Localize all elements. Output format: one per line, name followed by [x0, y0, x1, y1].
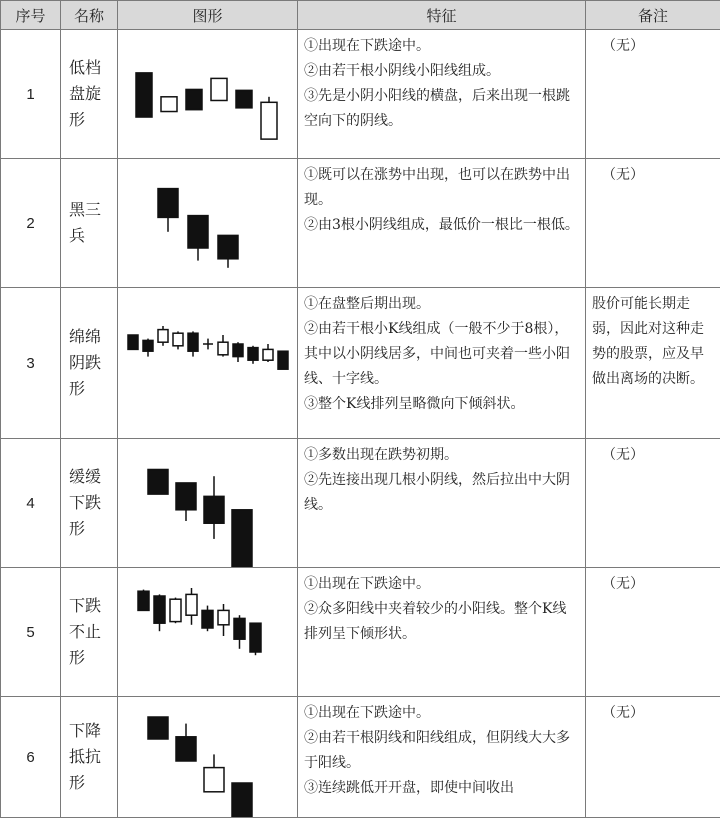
pattern-name-cell	[61, 30, 118, 159]
feature-item: ①多数出现在跌势初期。	[304, 443, 579, 468]
candlestick-figure	[118, 439, 298, 567]
candlestick-bear	[158, 189, 178, 232]
pattern-name-cell	[61, 697, 118, 818]
row-index: 1	[1, 30, 61, 159]
note-text: （无）	[592, 163, 714, 188]
candlestick-bear	[143, 339, 153, 357]
candlestick-bear	[218, 235, 238, 267]
candle-body	[232, 510, 252, 567]
candlestick-bull	[161, 97, 177, 112]
feature-item: ③整个K线排列呈略微向下倾斜状。	[304, 392, 579, 417]
header-notes: 备注	[586, 1, 720, 30]
candle-body	[128, 335, 138, 349]
features-cell	[298, 439, 586, 568]
candle-body	[170, 599, 181, 621]
pattern-name-cell	[61, 159, 118, 288]
pattern-figure-cell	[118, 30, 298, 159]
candlestick-bear	[188, 331, 198, 356]
candle-body	[278, 351, 288, 369]
candle-body	[233, 344, 243, 357]
feature-item: ②由若干根小K线组成（一般不少于8根），其中以小阴线居多，中间也可夹着一些小阳线、十字线。	[304, 317, 579, 392]
feature-item: ②由若干根阴线和阳线组成，但阴线大大多于阳线。	[304, 726, 579, 776]
note-text: （无）	[592, 572, 714, 597]
note-text: （无）	[592, 701, 714, 726]
candle-body	[143, 340, 153, 351]
candlestick-bear	[232, 510, 252, 567]
candle-body	[236, 90, 252, 107]
candlestick-bear	[186, 89, 202, 109]
pattern-figure-cell	[118, 288, 298, 439]
note-cell	[586, 568, 720, 697]
pattern-name-cell	[61, 439, 118, 568]
table-row	[1, 30, 720, 159]
table-row	[1, 288, 720, 439]
candle-body	[261, 102, 277, 139]
candle-body	[176, 737, 196, 761]
candlestick-figure	[118, 159, 298, 287]
candlestick-figure	[118, 568, 298, 696]
features-cell	[298, 697, 586, 818]
features-cell	[298, 288, 586, 439]
candlestick-bear	[233, 342, 243, 362]
features-cell	[298, 159, 586, 288]
candlestick-bear	[148, 469, 168, 494]
candlestick-bear	[232, 783, 252, 817]
feature-item: ②众多阳线中夹着较少的小阳线。整个K线排列呈下倾形状。	[304, 597, 579, 647]
candle-body	[234, 618, 245, 639]
feature-item: ②由3根小阴线组成，最低价一根比一根低。	[304, 213, 579, 238]
note-cell	[586, 697, 720, 818]
candle-body	[218, 610, 229, 624]
candlestick-bear	[234, 615, 245, 649]
table-row	[1, 697, 720, 818]
pattern-name-cell	[61, 288, 118, 439]
candlestick-bull	[263, 344, 273, 362]
candlestick-bear	[248, 346, 258, 364]
feature-item: ②由若干根小阴线小阳线组成。	[304, 59, 579, 84]
candle-body	[188, 216, 208, 248]
candle-body	[136, 73, 152, 117]
row-index: 4	[1, 439, 61, 568]
candlestick-figure	[118, 697, 298, 817]
candle-body	[188, 333, 198, 351]
candle-body	[158, 189, 178, 218]
candlestick-bear	[154, 594, 165, 631]
table-row	[1, 159, 720, 288]
pattern-name: 低档盘旋形	[69, 55, 109, 133]
candlestick-bear	[148, 717, 168, 739]
features-cell	[298, 568, 586, 697]
pattern-figure-cell	[118, 159, 298, 288]
candle-body	[204, 496, 224, 523]
candle-body	[173, 333, 183, 346]
candle-body	[232, 783, 252, 817]
candle-body	[218, 235, 238, 258]
candle-body	[218, 342, 228, 355]
candlestick-bull	[158, 326, 168, 346]
candlestick-bear	[188, 216, 208, 261]
note-cell	[586, 439, 720, 568]
header-figure: 图形	[118, 1, 298, 30]
candlestick-bull	[204, 754, 224, 791]
candlestick-bull	[218, 335, 228, 357]
feature-item: ①既可以在涨势中出现，也可以在跌势中出现。	[304, 163, 579, 213]
candle-body	[158, 330, 168, 343]
pattern-figure-cell	[118, 439, 298, 568]
note-text: 股价可能长期走弱，因此对这种走势的股票，应及早做出离场的决断。	[592, 292, 714, 392]
candlestick-bull	[218, 604, 229, 636]
note-text: （无）	[592, 443, 714, 468]
candlestick-bull	[211, 78, 227, 100]
row-index: 2	[1, 159, 61, 288]
pattern-name: 绵绵阴跌形	[69, 324, 109, 402]
note-cell	[586, 30, 720, 159]
candlestick-bear	[136, 73, 152, 117]
candle-body	[176, 483, 196, 510]
features-cell	[298, 30, 586, 159]
candlestick-bear	[176, 724, 196, 761]
row-index: 3	[1, 288, 61, 439]
note-cell	[586, 288, 720, 439]
feature-item: ③连续跳低开开盘，即使中间收出	[304, 776, 579, 801]
candlestick-bull	[173, 331, 183, 349]
candlestick-bear	[128, 335, 138, 349]
candle-body	[248, 348, 258, 361]
feature-item: ②先连接出现几根小阴线，然后拉出中大阴线。	[304, 468, 579, 518]
note-cell	[586, 159, 720, 288]
candle-body	[204, 768, 224, 792]
feature-item: ①出现在下跌途中。	[304, 572, 579, 597]
pattern-name: 缓缓下跌形	[69, 464, 109, 542]
candle-body	[138, 591, 149, 610]
candlestick-bull	[261, 97, 277, 139]
table-row	[1, 439, 720, 568]
row-index: 5	[1, 568, 61, 697]
table-row	[1, 568, 720, 697]
feature-item: ①出现在下跌途中。	[304, 701, 579, 726]
candle-body	[161, 97, 177, 112]
candle-body	[211, 78, 227, 100]
feature-item: ①出现在下跌途中。	[304, 34, 579, 59]
candle-body	[250, 623, 261, 652]
candlestick-bull	[186, 588, 197, 625]
candle-body	[148, 469, 168, 494]
header-row	[1, 1, 720, 30]
header-index: 序号	[1, 1, 61, 30]
pattern-figure-cell	[118, 697, 298, 818]
candlestick-bear	[278, 351, 288, 369]
candlestick-bear	[176, 483, 196, 521]
candle-body	[186, 89, 202, 109]
candlestick-bear	[202, 606, 213, 632]
candlestick-bear	[138, 590, 149, 611]
pattern-name: 下降抵抗形	[69, 718, 109, 796]
candle-body	[202, 610, 213, 628]
candlestick-bear	[250, 623, 261, 655]
candlestick-figure	[118, 30, 298, 158]
note-text: （无）	[592, 34, 714, 59]
candle-body	[154, 596, 165, 623]
feature-item: ③先是小阴小阳线的横盘，后来出现一根跳空向下的阴线。	[304, 84, 579, 134]
row-index: 6	[1, 697, 61, 818]
pattern-name: 下跌不止形	[69, 593, 109, 671]
feature-item: ①在盘整后期出现。	[304, 292, 579, 317]
candlestick-doji	[203, 339, 213, 350]
candlestick-bear	[204, 476, 224, 539]
header-name: 名称	[61, 1, 118, 30]
candlestick-bull	[170, 598, 181, 624]
candle-body	[186, 594, 197, 615]
candle-body	[148, 717, 168, 739]
pattern-figure-cell	[118, 568, 298, 697]
pattern-name-cell	[61, 568, 118, 697]
pattern-name: 黑三兵	[69, 197, 109, 249]
header-features: 特征	[298, 1, 586, 30]
candlestick-bear	[236, 90, 252, 107]
candle-body	[263, 349, 273, 360]
candlestick-figure	[118, 288, 298, 438]
